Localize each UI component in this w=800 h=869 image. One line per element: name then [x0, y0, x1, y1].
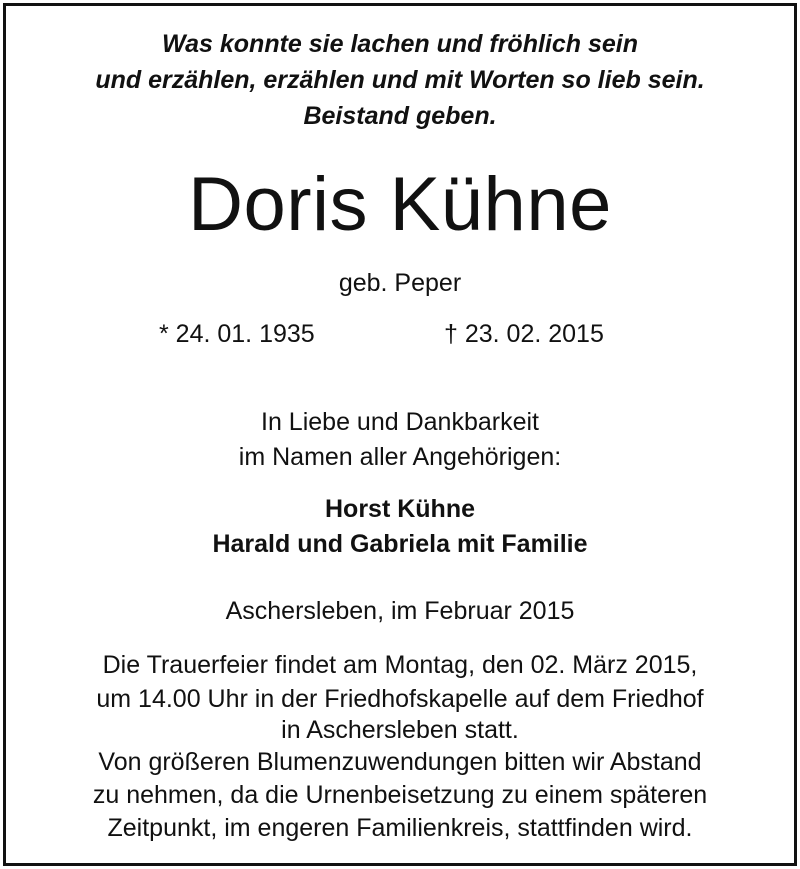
birth-date: * 24. 01. 1935: [159, 320, 315, 348]
service-line-3: in Aschersleben statt.: [281, 716, 519, 744]
service-line-6: Zeitpunkt, im engeren Familienkreis, stattfinden wird.: [107, 814, 693, 842]
service-line-4: Von größeren Blumenzuwendungen bitten wir Abstand: [98, 748, 702, 776]
dedication-line-1: In Liebe und Dankbarkeit: [261, 408, 539, 436]
death-date: † 23. 02. 2015: [444, 320, 604, 348]
place-date: Aschersleben, im Februar 2015: [225, 597, 575, 625]
service-line-5: zu nehmen, da die Urnenbeisetzung zu einem späteren: [92, 781, 708, 809]
dedication-line-2: im Namen aller Angehörigen:: [238, 443, 562, 471]
service-line-2: um 14.00 Uhr in der Friedhofskapelle auf dem Friedhof: [96, 685, 704, 713]
obituary-notice: [3, 3, 797, 866]
deceased-name: Doris Kühne: [188, 162, 612, 247]
life-dates: [6, 320, 794, 352]
service-line-1: Die Trauerfeier findet am Montag, den 02. März 2015,: [102, 651, 698, 679]
quote-line-1: Was konnte sie lachen und fröhlich sein: [161, 30, 639, 58]
mourner-2: Harald und Gabriela mit Familie: [212, 530, 588, 558]
quote-line-2: und erzählen, erzählen und mit Worten so lieb sein.: [95, 66, 705, 94]
quote-line-3: Beistand geben.: [303, 102, 497, 130]
mourner-1: Horst Kühne: [325, 495, 475, 523]
maiden-name: geb. Peper: [338, 269, 462, 297]
